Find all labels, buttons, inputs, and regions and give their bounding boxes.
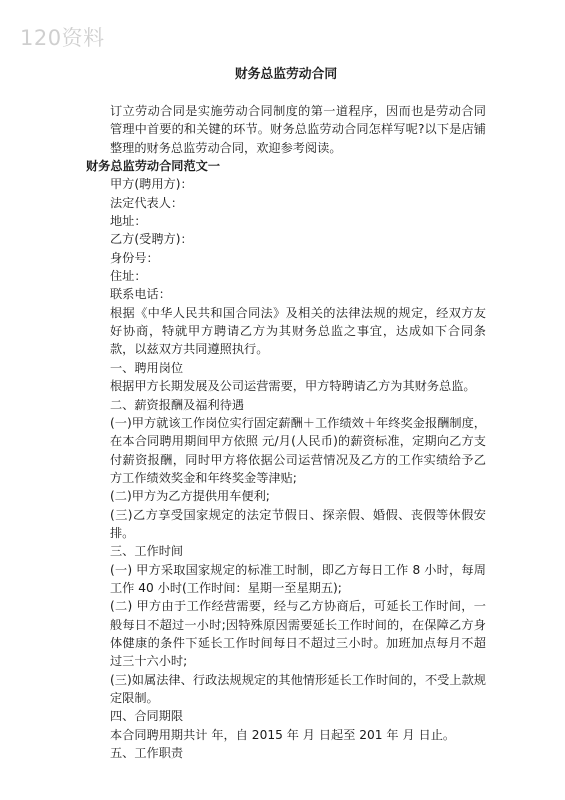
document-title: 财务总监劳动合同: [234, 67, 338, 82]
section-1-body: 根据甲方长期发展及公司运营需要，甲方特聘请乙方为其财务总监。: [110, 379, 476, 394]
section-3-item-2: (二) 甲方由于工作经营需要，经与乙方协商后，可延长工作时间，一般每日不超过一小时;因特殊原因需要延长工作时间的，在保障乙方身体健康的条件下延长工作时间每日不超过三小时。加班加点每月不超过三十六小时;: [110, 599, 486, 669]
section-4-body: 本合同聘用期共计 年，自 2015 年 月 日起至 201 年 月 日止。: [110, 727, 456, 742]
field-id-number: 身份号：: [110, 250, 159, 265]
section-3-item-3: (三)如属法律、行政法规规定的其他情形延长工作时间的，不受上款规定限制。: [110, 672, 486, 705]
section-4-title: 四、合同期限: [110, 709, 184, 724]
field-legal-rep: 法定代表人：: [110, 195, 184, 210]
field-phone: 联系电话：: [110, 287, 171, 302]
document-page: [86, 66, 486, 762]
section-3-title: 三、工作时间: [110, 544, 184, 559]
section-2-title: 二、薪资报酬及福利待遇: [110, 397, 245, 412]
field-address: 地址：: [110, 214, 147, 229]
section-2-item-3: (三)乙方享受国家规定的法定节假日、探亲假、婚假、丧假等休假安排。: [110, 507, 486, 540]
field-party-b: 乙方(受聘方)：: [110, 232, 193, 247]
section-5-title: 五、工作职责: [110, 746, 184, 761]
section-2-item-2: (二)甲方为乙方提供用车便利;: [110, 489, 270, 504]
field-residence: 住址：: [110, 269, 147, 284]
watermark: 120资料: [20, 26, 105, 50]
section-1-title: 一、聘用岗位: [110, 360, 184, 375]
section-2-item-1: (一)甲方就该工作岗位实行固定薪酬＋工作绩效＋年终奖金报酬制度，在本合同聘用期间甲方依照 元/月(人民币)的薪资标准，定期向乙方支付薪资报酬，同时甲方将依据公司运营情况及乙方的工作实绩给予乙方工作绩效奖金和年终奖金等津贴;: [110, 415, 486, 485]
preamble-paragraph: 根据《中华人民共和国合同法》及相关的法律法规的规定，经双方友好协商，特就甲方聘请乙方为其财务总监之事宜，达成如下合同条款，以兹双方共同遵照执行。: [110, 305, 486, 357]
intro-paragraph: 订立劳动合同是实施劳动合同制度的第一道程序，因而也是劳动合同管理中首要的和关键的环节。财务总监劳动合同怎样写呢?以下是店铺整理的财务总监劳动合同，欢迎参考阅读。: [110, 104, 486, 155]
section-3-item-1: (一) 甲方采取国家规定的标准工时制，即乙方每日工作 8 小时，每周工作 40 小时(工作时间：星期一至星期五);: [110, 562, 486, 595]
party-fields: [86, 175, 486, 303]
section-heading: 财务总监劳动合同范文一: [86, 159, 221, 174]
field-party-a: 甲方(聘用方)：: [110, 177, 193, 192]
